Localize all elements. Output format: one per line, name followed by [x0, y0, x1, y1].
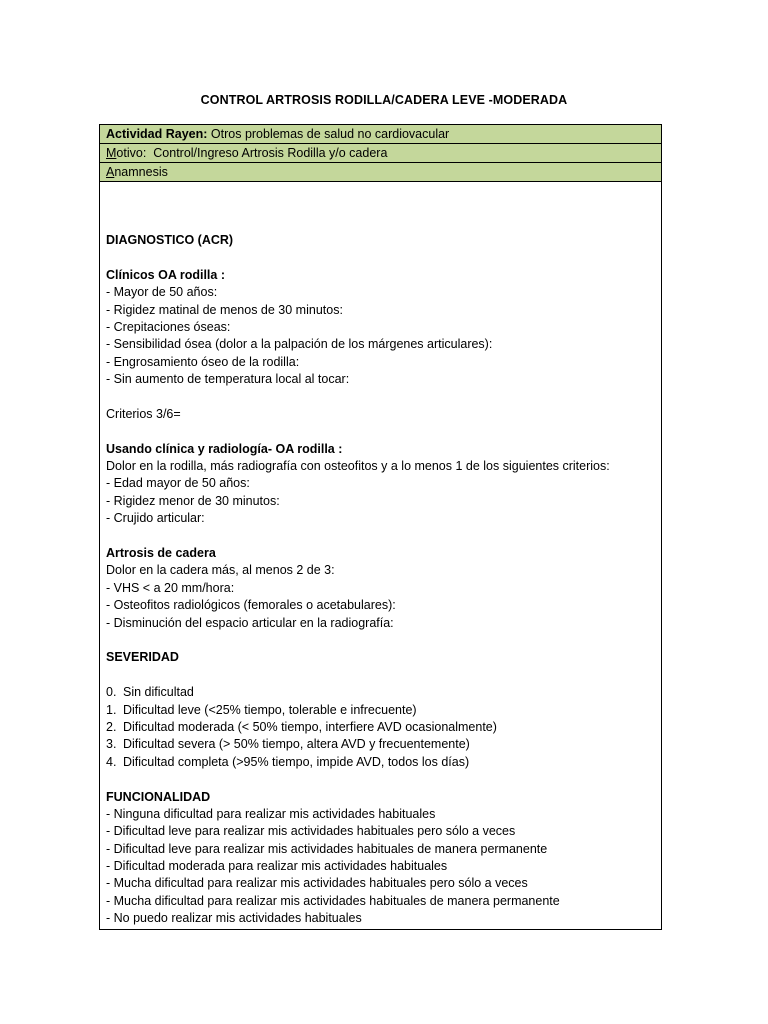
clinicos-item: - Sensibilidad ósea (dolor a la palpación de los márgenes articulares):	[106, 337, 493, 352]
motivo-row	[100, 144, 661, 163]
form-table	[99, 124, 662, 930]
funcionalidad-item: - Dificultad leve para realizar mis actividades habituales de manera permanente	[106, 841, 548, 856]
funcionalidad-item: - Dificultad leve para realizar mis actividades habituales pero sólo a veces	[106, 824, 516, 839]
funcionalidad-item: - No puedo realizar mis actividades habituales	[106, 911, 362, 926]
severidad-item-text: Dificultad completa (>95% tiempo, impide AVD, todos los días)	[123, 754, 470, 769]
radiologia-item: - Rigidez menor de 30 minutos:	[106, 493, 280, 508]
radiologia-heading: Usando clínica y radiología- OA rodilla :	[106, 441, 343, 456]
actividad-label: Actividad Rayen:	[106, 127, 208, 141]
funcionalidad-item: - Mucha dificultad para realizar mis actividades habituales pero sólo a veces	[106, 876, 528, 891]
cadera-item: - Osteofitos radiológicos (femorales o acetabulares):	[106, 598, 396, 613]
severidad-item	[106, 684, 655, 701]
radiologia-item: - Crujido articular:	[106, 511, 205, 526]
criterios-text: Criterios 3/6=	[106, 406, 181, 421]
funcionalidad-item: - Mucha dificultad para realizar mis actividades habituales de manera permanente	[106, 893, 560, 908]
radiologia-item: - Edad mayor de 50 años:	[106, 476, 250, 491]
severidad-item-text: Sin dificultad	[123, 685, 194, 700]
severidad-item-number: 4.	[106, 754, 117, 769]
severidad-item	[106, 754, 655, 771]
severidad-heading: SEVERIDAD	[106, 650, 179, 665]
actividad-row	[100, 125, 661, 144]
anamnesis-body	[100, 182, 661, 929]
anamnesis-label-rest: namnesis	[114, 165, 168, 179]
motivo-label-initial: M	[106, 146, 117, 160]
severidad-item-number: 0.	[106, 685, 117, 700]
clinicos-item: - Sin aumento de temperatura local al tocar:	[106, 372, 350, 387]
anamnesis-label-initial: A	[106, 165, 115, 179]
diagnostico-heading: DIAGNOSTICO (ACR)	[106, 233, 234, 247]
clinicos-item: - Mayor de 50 años:	[106, 285, 218, 300]
severidad-item	[106, 702, 655, 719]
severidad-item	[106, 736, 655, 753]
funcionalidad-item: - Dificultad moderada para realizar mis actividades habituales	[106, 859, 448, 874]
clinicos-item: - Engrosamiento óseo de la rodilla:	[106, 354, 300, 369]
clinicos-heading: Clínicos OA rodilla :	[106, 267, 225, 282]
severidad-item-text: Dificultad severa (> 50% tiempo, altera AVD y frecuentemente)	[123, 737, 470, 752]
anamnesis-row	[100, 163, 661, 182]
funcionalidad-heading: FUNCIONALIDAD	[106, 789, 211, 804]
severidad-item-text: Dificultad leve (<25% tiempo, tolerable e infrecuente)	[123, 702, 417, 717]
motivo-value: Control/Ingreso Artrosis Rodilla y/o cadera	[153, 146, 388, 160]
cadera-intro: Dolor en la cadera más, al menos 2 de 3:	[106, 563, 335, 578]
page-title: CONTROL ARTROSIS RODILLA/CADERA LEVE -MODERADA	[200, 93, 568, 107]
cadera-item: - VHS < a 20 mm/hora:	[106, 580, 235, 595]
cadera-heading: Artrosis de cadera	[106, 546, 216, 561]
radiologia-intro: Dolor en la rodilla, más radiografía con osteofitos y a lo menos 1 de los siguientes criterios:	[106, 459, 610, 474]
severidad-item-text: Dificultad moderada (< 50% tiempo, interfiere AVD ocasionalmente)	[123, 719, 497, 734]
clinicos-item: - Crepitaciones óseas:	[106, 319, 231, 334]
clinicos-item: - Rigidez matinal de menos de 30 minutos:	[106, 302, 343, 317]
actividad-value: Otros problemas de salud no cardiovacular	[210, 127, 450, 141]
motivo-label-rest: otivo:	[116, 146, 147, 160]
severidad-item-number: 3.	[106, 737, 117, 752]
severidad-item-number: 2.	[106, 719, 117, 734]
funcionalidad-item: - Ninguna dificultad para realizar mis actividades habituales	[106, 806, 436, 821]
severidad-item-number: 1.	[106, 702, 117, 717]
severidad-item	[106, 719, 655, 736]
cadera-item: - Disminución del espacio articular en la radiografía:	[106, 615, 394, 630]
